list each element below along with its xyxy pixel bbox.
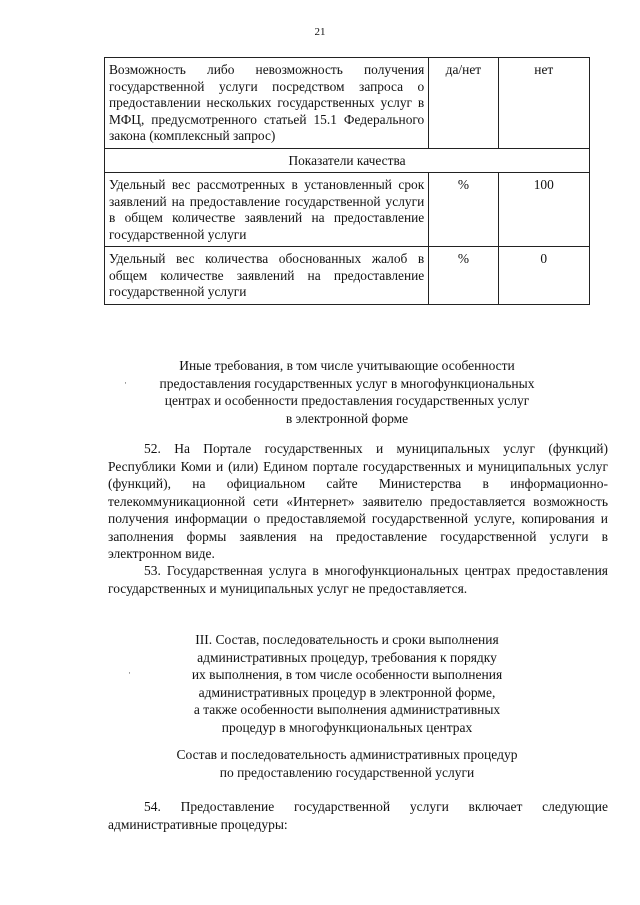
heading-line: а также особенности выполнения административных — [193, 702, 501, 717]
scan-dot-mark: · — [124, 378, 127, 388]
paragraph-text: 52. На Портале государственных и муниципальных услуг (функций) Республики Коми и (или) Едином портале государственных и муниципальных услуг (функций), на официальном сайте Министерства в информационно-телекоммуникационной сети «Интернет» заявителю предоставляется возможность получения информации о предоставляемой государственной услуге, копирования и заполнения формы заявления на предоставление государственной услуги в электронном виде. — [108, 441, 608, 561]
indicator-cell: Удельный вес количества обоснованных жалоб в общем количестве заявлений на предоставление государственной услуги — [105, 247, 429, 305]
paragraph-52 — [108, 440, 608, 563]
paragraph-text: 54. Предоставление государственной услуги включает следующие административные процедуры: — [108, 799, 608, 832]
paragraph-text: 53. Государственная услуга в многофункциональных центрах предоставления государственных и муниципальных услуг не предоставляется. — [108, 563, 608, 596]
heading-composition — [104, 746, 590, 781]
heading-line: административных процедур в электронной форме, — [198, 684, 496, 700]
heading-line: III. Состав, последовательность и сроки выполнения — [195, 632, 499, 647]
indicator-cell: Возможность либо невозможность получения государственной услуги посредством запроса о предоставлении нескольких государственных услуг в МФЦ, предусмотренного статьей 15.1 Федерального закона (комплексный запрос) — [105, 58, 429, 149]
table-row — [105, 247, 590, 305]
page-number: 21 — [314, 26, 326, 38]
heading-line: предоставления государственных услуг в многофункциональных — [159, 375, 535, 391]
table-section-row — [105, 148, 590, 173]
table-row — [105, 58, 590, 149]
heading-other-requirements — [104, 357, 590, 427]
heading-line: административных процедур, требования к порядку — [197, 649, 497, 665]
heading-line: в электронной форме — [285, 410, 409, 426]
heading-line: по предоставлению государственной услуги — [219, 764, 475, 780]
heading-line: процедур в многофункциональных центрах — [221, 719, 473, 735]
unit-cell: % — [429, 173, 498, 247]
heading-line: Иные требования, в том числе учитывающие особенности — [179, 358, 515, 373]
scan-dot-mark: · — [128, 668, 131, 678]
table-row — [105, 173, 590, 247]
paragraph-53 — [108, 562, 608, 597]
value-cell: 0 — [498, 247, 589, 305]
value-cell: 100 — [498, 173, 589, 247]
heading-line: центрах и особенности предоставления государственных услуг — [164, 393, 530, 408]
section-title-quality: Показатели качества — [105, 148, 590, 173]
heading-section-3 — [104, 631, 590, 736]
paragraph-54 — [108, 798, 608, 833]
value-cell: нет — [498, 58, 589, 149]
heading-line: Состав и последовательность административных процедур — [176, 747, 518, 762]
heading-line: их выполнения, в том числе особенности выполнения — [191, 667, 503, 682]
indicators-table — [104, 57, 590, 305]
unit-cell: да/нет — [429, 58, 498, 149]
indicator-cell: Удельный вес рассмотренных в установленный срок заявлений на предоставление государственной услуги в общем количестве заявлений на предоставление государственной услуги — [105, 173, 429, 247]
unit-cell: % — [429, 247, 498, 305]
